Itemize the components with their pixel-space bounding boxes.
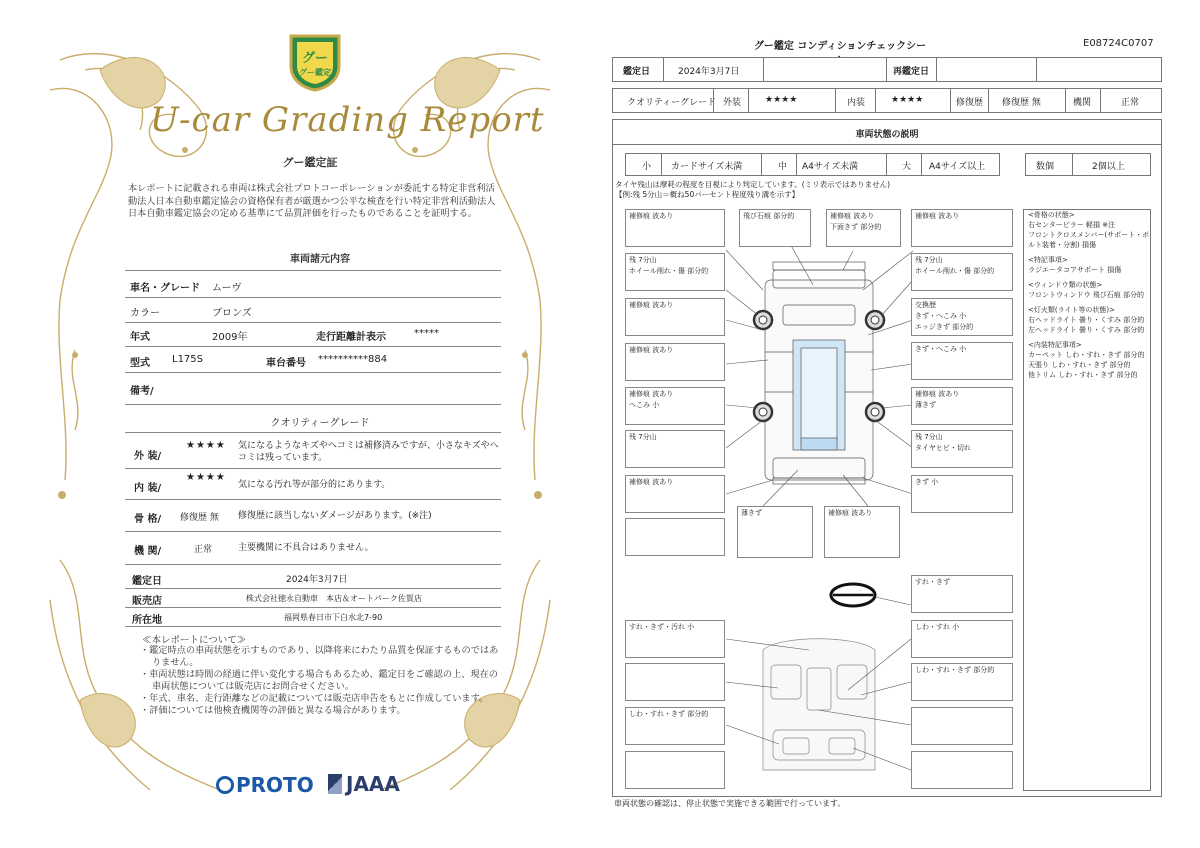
interior-note-box: すれ・きず [911, 575, 1013, 613]
engine-label: 機関 [1073, 98, 1092, 108]
count-legend [1025, 153, 1151, 176]
qg-label: クオリティーグレード [627, 98, 717, 108]
svg-text:グー: グー [301, 51, 329, 66]
row-divider [125, 564, 501, 565]
inspection-date-label: 鑑定日 [132, 576, 162, 587]
date-row [612, 57, 1162, 82]
condition-notes [1028, 210, 1149, 385]
exterior-label: 外装 [723, 98, 742, 108]
row-divider [125, 432, 501, 433]
dealer-value: 株式会社徳永自動車 本店＆オートパーク佐賀店 [246, 594, 422, 603]
interior-note-box: しわ・すれ 小 [911, 620, 1013, 658]
damage-note-box: 飛び石痕 部分的 [739, 209, 811, 247]
note-item: ・車両状態は時間の経過に伴い変化する場合もあるため、鑑定日をご確認の上、現在の車両状態については販売店にお問合せください。 [140, 669, 498, 692]
damage-note-box: 補修痕 波あり [625, 475, 725, 513]
size-mid: 中 [778, 162, 788, 172]
damage-note-box: 補修痕 波あり へこみ 小 [625, 387, 725, 425]
row-divider [125, 270, 501, 271]
row-divider [125, 297, 501, 298]
color-value: ブロンズ [212, 308, 252, 319]
count-desc: 2個以上 [1092, 162, 1125, 172]
cell-divider [875, 89, 876, 112]
cell-divider [1072, 154, 1073, 175]
engine-label: 機 関/ [134, 546, 162, 557]
window-notes: <ウィンドウ類の状態> フロントウィンドウ 飛び石痕 部分的 [1028, 281, 1145, 299]
tire-example: 【例:残 5分山＝概ね50パーセント程度残り溝を示す】 [615, 190, 800, 199]
steering-wheel-icon [831, 584, 911, 606]
light-notes: <灯火類(ライト等の状態)> 右ヘッドライト 曇り・くすみ 部分的 左ヘッドライト 曇り・くすみ 部分的 [1028, 306, 1145, 334]
goo-kantei-badge [285, 30, 345, 92]
interior-stars: ★★★★ [186, 472, 226, 483]
row-divider [125, 468, 501, 469]
row-divider [125, 588, 501, 589]
report-notes [140, 645, 502, 717]
exterior-stars: ★★★★ [186, 440, 226, 451]
quality-heading: クオリティーグレード [270, 418, 370, 429]
cell-divider [748, 89, 749, 112]
row-divider [125, 531, 501, 532]
cell-divider [713, 89, 714, 112]
count-label: 数個 [1036, 162, 1055, 172]
sheet-title: グー鑑定 コンディションチェックシー [753, 41, 927, 52]
damage-note-box: きず・へこみ 小 [911, 342, 1013, 380]
row-divider [125, 607, 501, 608]
year-value: 2009年 [212, 332, 248, 343]
engine-value: 正常 [194, 545, 213, 555]
exterior-desc: 気になるようなキズやヘコミは補修済みですが、小さなキズやヘコミは残っています。 [238, 441, 499, 463]
spec-heading: 車両諸元内容 [290, 254, 350, 265]
damage-note-box: 補修痕 波あり [824, 506, 900, 558]
chassis-label: 車台番号 [266, 358, 306, 369]
interior-note-box [911, 751, 1013, 789]
row-divider [125, 499, 501, 500]
certificate-title: U-car Grading Report [150, 100, 545, 140]
interior-label: 内 装/ [134, 483, 162, 494]
mileage-label: 走行距離計表示 [316, 332, 386, 343]
interior-note-box [911, 707, 1013, 745]
damage-note-box [625, 518, 725, 556]
interior-label: 内装 [847, 98, 866, 108]
color-label: カラー [130, 308, 160, 319]
special-notes: <特記事項> ラジエータコアサポート 損傷 [1028, 256, 1122, 274]
damage-note-box: 補修痕 波あり 薄きず [911, 387, 1013, 425]
row-divider [125, 372, 501, 373]
cell-divider [1100, 89, 1101, 112]
size-large: 大 [902, 162, 912, 172]
interior-stars: ★★★★ [891, 95, 924, 105]
interior-note-box: すれ・きず・汚れ 小 [625, 620, 725, 658]
model-value: L175S [172, 354, 204, 365]
interior-desc: 気になる汚れ等が部分的にあります。 [238, 480, 391, 490]
name-value: ムーヴ [212, 283, 242, 294]
exterior-label: 外 装/ [134, 451, 162, 462]
shield-icon [285, 30, 345, 92]
cell-divider [936, 58, 937, 81]
model-label: 型式 [130, 358, 150, 369]
date-label: 鑑定日 [623, 67, 651, 77]
size-mid-desc: A4サイズ未満 [802, 162, 859, 172]
sheet-footer: 車両状態の確認は、停止状態で実施できる範囲で行っています。 [614, 799, 846, 808]
damage-note-box: きず 小 [911, 475, 1013, 513]
address-label: 所在地 [132, 615, 162, 626]
frame-desc: 修復歴に該当しないダメージがあります。(※注) [238, 511, 432, 521]
size-small-desc: カードサイズ未満 [671, 162, 743, 172]
interior-note-box [625, 663, 725, 701]
note-item: ・年式、車名、走行距離などの記載については販売店申告をもとに作成しています。 [140, 693, 489, 704]
certificate-heading: グー鑑定証 [282, 156, 338, 169]
note-item: ・鑑定時点の車両状態を示すものであり、以降将来にわたり品質を保証するものではありません。 [140, 645, 499, 668]
proto-mark-icon [216, 776, 234, 794]
frame-value: 修復歴 無 [180, 513, 219, 523]
damage-note-box: 補修痕 波あり [625, 298, 725, 336]
report-notes-title: ≪本レポートについて≫ [142, 635, 247, 646]
name-label: 車名・グレード [130, 283, 200, 294]
damage-note-box: 補修痕 波あり [625, 343, 725, 381]
damage-note-box: 補修痕 波あり [625, 209, 725, 247]
sheet-id: E08724C0707 [1083, 38, 1154, 49]
repair-label: 修復歴 [956, 98, 984, 108]
jaaa-logo-text: JAAA [346, 772, 400, 796]
cell-divider [886, 58, 887, 81]
row-divider [125, 322, 501, 323]
frame-notes: <骨格の状態> 右センターピラー 軽損 ※注 フロントクロスメンバー(サポート・ボ ルト装着・分割) 損傷 [1028, 211, 1150, 249]
interior-note-box: しわ・すれ・きず 部分的 [625, 707, 725, 745]
repair-value: 修復歴 無 [1002, 98, 1041, 108]
row-divider [125, 404, 501, 405]
proto-logo-text: PROTO [236, 773, 314, 797]
dealer-label: 販売店 [132, 596, 162, 607]
jaaa-logo [328, 772, 400, 796]
condition-check-sheet [600, 0, 1200, 848]
year-label: 年式 [130, 332, 150, 343]
quality-row [612, 88, 1162, 113]
cell-divider [763, 58, 764, 81]
cell-divider [1036, 58, 1037, 81]
damage-note-box: 残 7分山 ホイール削れ・傷 部分的 [911, 253, 1013, 291]
date-value: 2024年3月7日 [678, 67, 740, 77]
damage-note-box: 薄きず [737, 506, 813, 558]
cell-divider [1065, 89, 1066, 112]
reinspect-label: 再鑑定日 [893, 67, 930, 77]
interior-note-box [625, 751, 725, 789]
certificate-intro: 本レポートに記載される車両は株式会社プロトコーポレーションが委託する特定非営利活動法人日本自動車鑑定協会の資格保有者が厳選かつ公平な検査を行い特定非営利活動法人日本自動車鑑定協会の定める基準にて品質評価を行ったものであることを証明する。 [128, 183, 496, 220]
damage-note-box: 残 7分山 [625, 430, 725, 468]
cell-divider [950, 89, 951, 112]
engine-desc: 主要機関に不具合はありません。 [238, 543, 374, 553]
cell-divider [988, 89, 989, 112]
exterior-stars: ★★★★ [765, 95, 798, 105]
frame-label: 骨 格/ [134, 514, 162, 525]
size-small: 小 [642, 162, 652, 172]
proto-logo [216, 773, 314, 797]
damage-note-box: 残 7分山 タイヤヒビ・切れ [911, 430, 1013, 468]
inspection-date: 2024年3月7日 [286, 575, 348, 585]
engine-value: 正常 [1121, 98, 1140, 108]
size-large-desc: A4サイズ以上 [929, 162, 986, 172]
damage-note-box: 残 7分山 ホイール削れ・傷 部分的 [625, 253, 725, 291]
jaaa-mark-icon [328, 774, 342, 794]
damage-note-box: 交換歴 きず・へこみ 小 エッジきず 部分的 [911, 298, 1013, 336]
interior-notes: <内装特記事項> カーペット しわ・すれ・きず 部分的 天張り しわ・すれ・きず 部分的 他トリム しわ・すれ・きず 部分的 [1028, 341, 1145, 379]
tire-note: タイヤ残山は摩耗の程度を目視により判定しています。(ミリ表示ではありません) [615, 180, 891, 189]
damage-note-box: 補修痕 波あり 下面きず 部分的 [826, 209, 901, 247]
row-divider [125, 346, 501, 347]
cell-divider [835, 89, 836, 112]
note-item: ・評価については他検査機関等の評価と異なる場合があります。 [140, 705, 406, 716]
damage-note-box: 補修痕 波あり [911, 209, 1013, 247]
badge-label: グー鑑定 [299, 68, 331, 77]
condition-heading: 車両状態の説明 [855, 130, 919, 140]
interior-note-box: しわ・すれ・きず 部分的 [911, 663, 1013, 701]
notes-label: 備考/ [130, 386, 154, 397]
address-value: 福岡県春日市下白水北7-90 [284, 613, 383, 622]
cell-divider [663, 58, 664, 81]
row-divider [125, 626, 501, 627]
mileage-value: ***** [414, 328, 439, 339]
chassis-value: **********884 [318, 354, 388, 365]
